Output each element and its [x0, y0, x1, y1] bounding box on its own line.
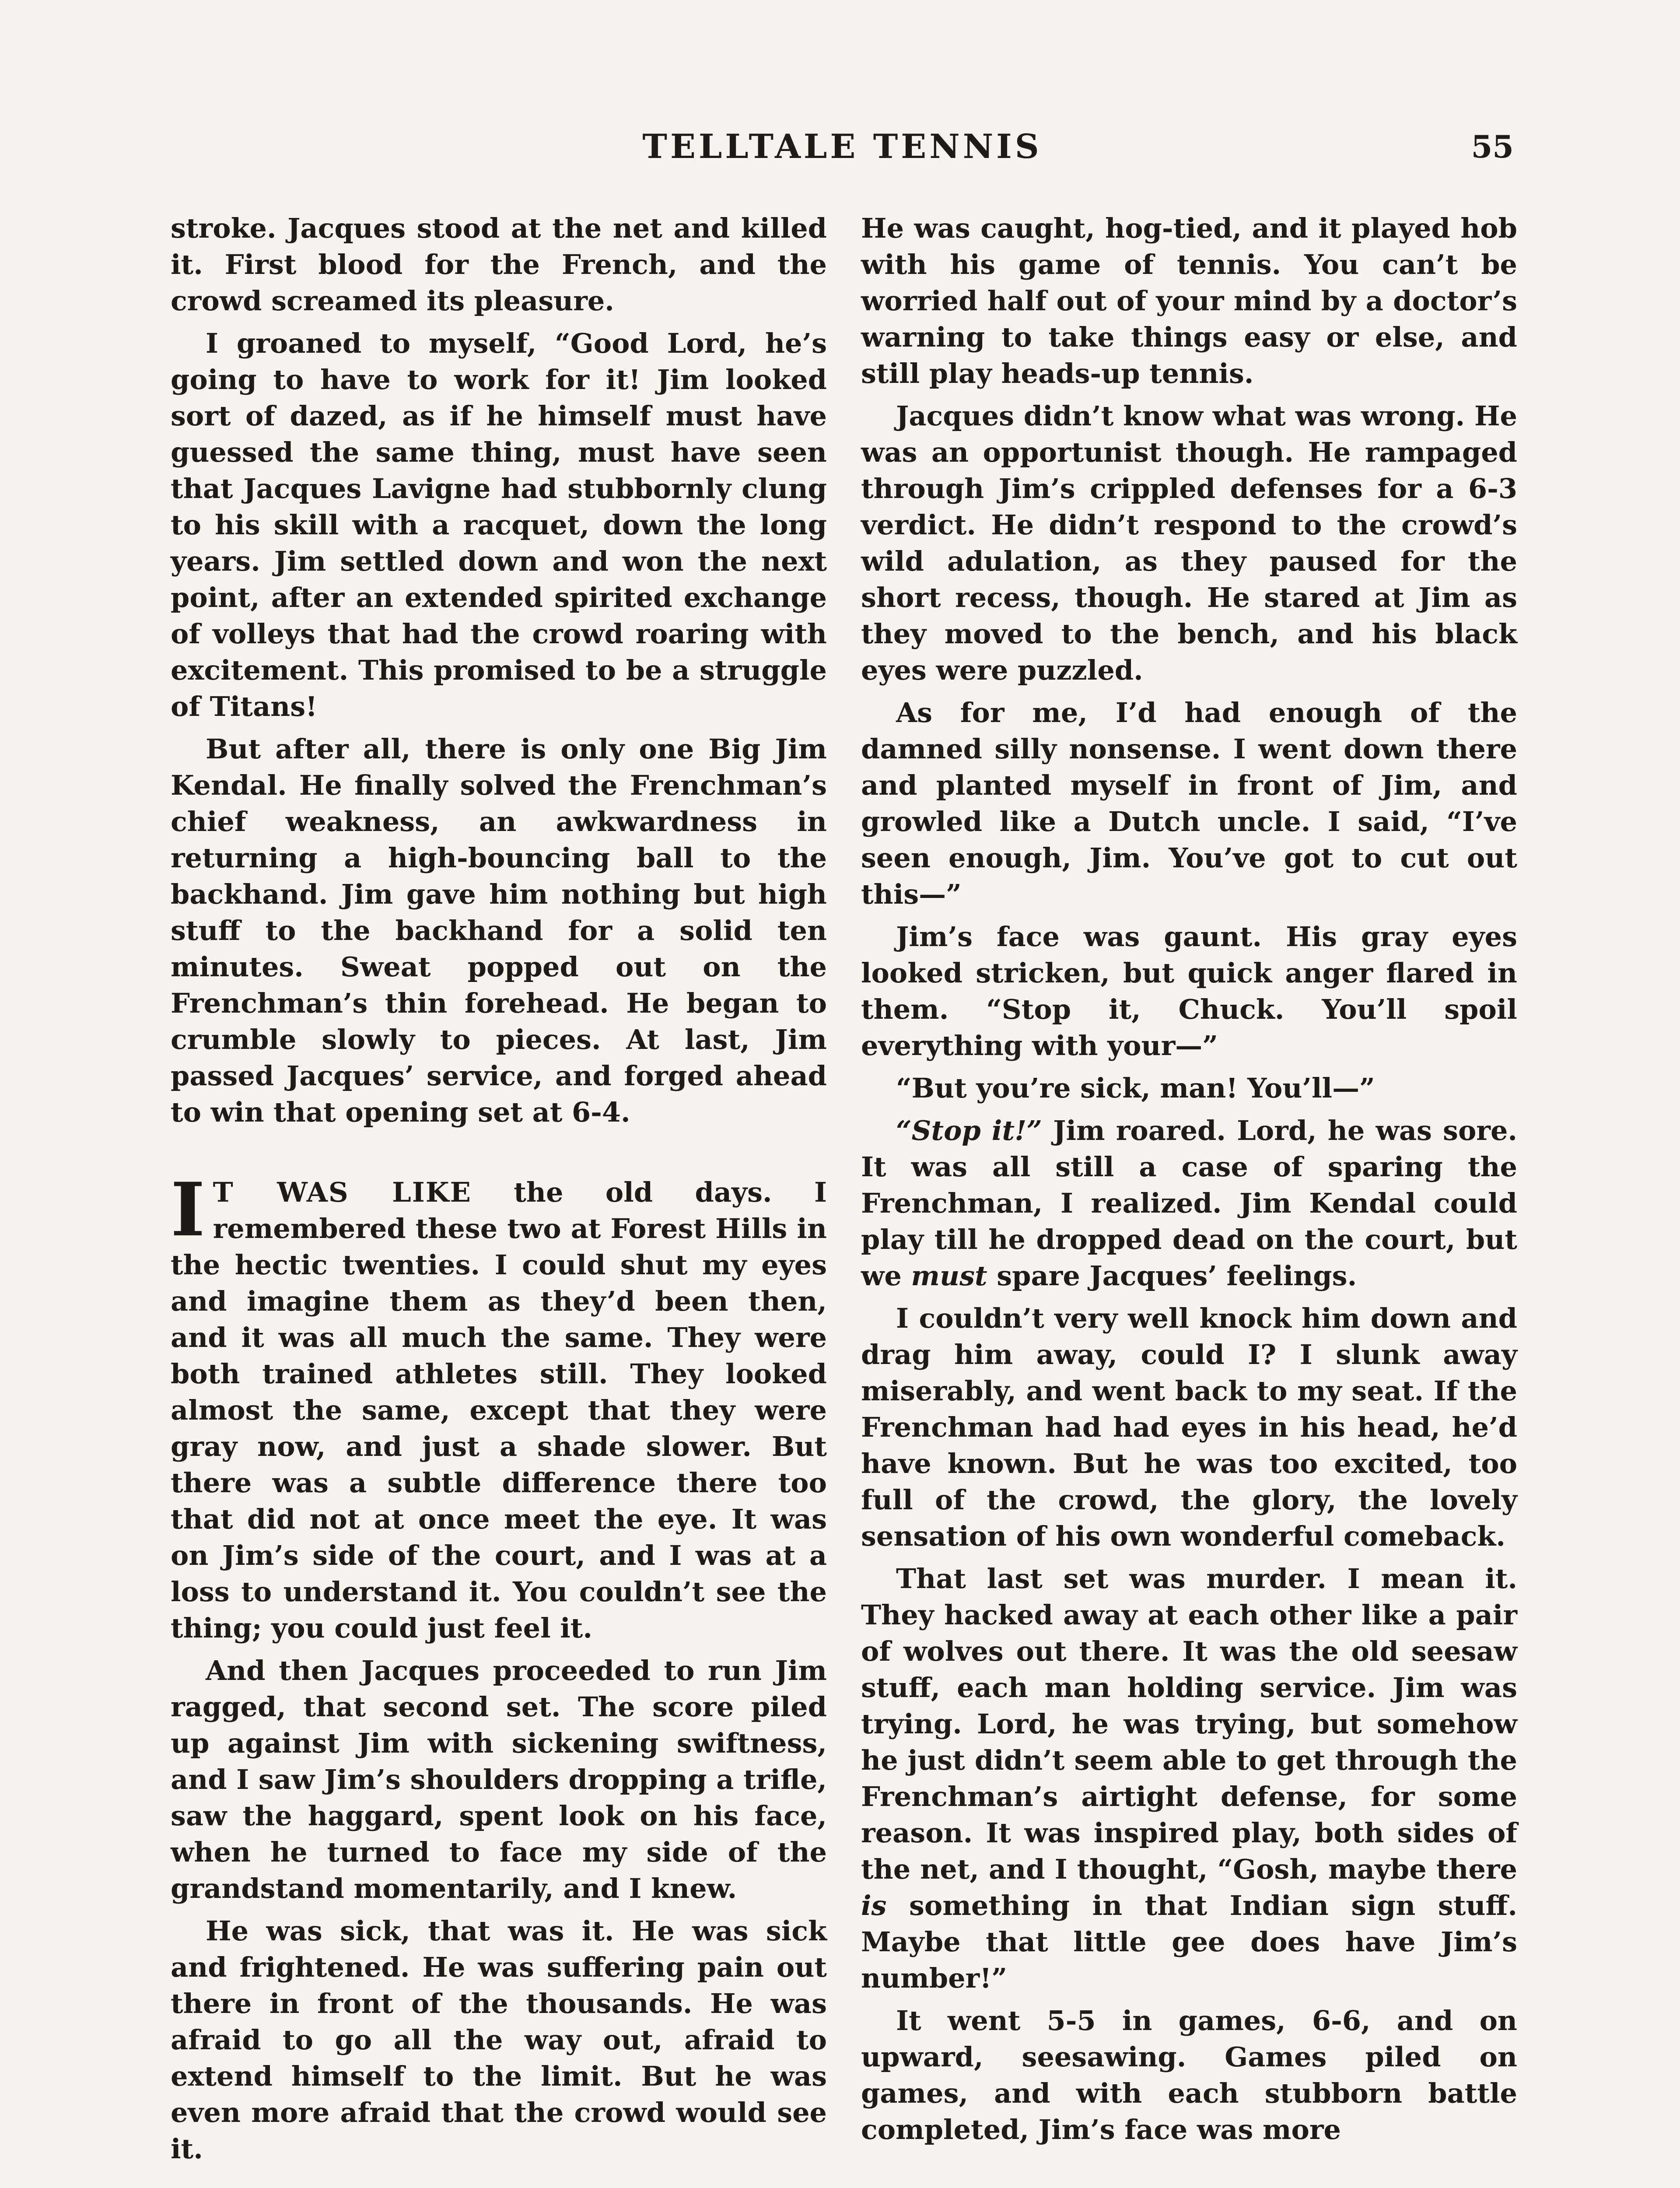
- paragraph-text: something in that Indian sign stuff. Maybe that little gee does have Jim’s number!”: [861, 1890, 1517, 1994]
- paragraph: It went 5-5 in games, 6-6, and on upward, seesawing. Games piled on games, and with each stubborn battle completed, Jim’s face was more: [861, 2005, 1517, 2146]
- drop-cap: I: [171, 1166, 205, 1253]
- lead-in-caps: T WAS LIKE: [213, 1176, 472, 1208]
- paragraph-text: the old days. I remembered these two at Forest Hills in the hectic twenties. I could shut my eyes and imagine them as they’d been then, and it was all much the same. They were both trained athletes still. They looked almost the same, except that they were gray now, and just a shade slower. But there was a subtle difference there too that did not at once meet the eye. It was on Jim’s side of the court, and I was at a loss to understand it. You couldn’t see the thing; you could just feel it.: [171, 1176, 827, 1644]
- italic-text: must: [911, 1260, 987, 1292]
- paragraph: “But you’re sick, man! You’ll—”: [896, 1072, 1375, 1104]
- right-column: [861, 210, 1517, 2154]
- italic-text: is: [861, 1890, 887, 1922]
- paragraph: [861, 1560, 1517, 1996]
- paragraph: Jim’s face was gaunt. His gray eyes looked stricken, but quick anger flared in them. “Stop it, Chuck. You’ll spoil everything with your—”: [861, 921, 1517, 1062]
- paragraph: And then Jacques proceeded to run Jim ragged, that second set. The score piled up against Jim with sickening swiftness, and I saw Jim’s shoulders dropping a trifle, saw the haggard, spent look on his face, when he turned to face my side of the grandstand momentarily, and I knew.: [171, 1655, 827, 1904]
- paragraph-text: That last set was murder. I mean it. They hacked away at each other like a pair of wolves out there. It was the old seesaw stuff, each man holding service. Jim was trying. Lord, he was trying, but somehow he just didn’t seem able to get through the Frenchman’s airtight defense, for some reason. It was inspired play, both sides of the net, and I thought, “Gosh, maybe there: [861, 1563, 1517, 1885]
- paragraph: stroke. Jacques stood at the net and killed it. First blood for the French, and the crowd screamed its pleasure.: [171, 212, 827, 317]
- paragraph: Jacques didn’t know what was wrong. He was an opportunist though. He rampaged through Jim’s crippled defenses for a 6-3 verdict. He didn’t respond to the crowd’s wild adulation, as they paused for the short recess, though. He stared at Jim as they moved to the bench, and his black eyes were puzzled.: [861, 400, 1517, 686]
- paragraph: As for me, I’d had enough of the damned silly nonsense. I went down there and planted myself in front of Jim, and growled like a Dutch uncle. I said, “I’ve seen enough, Jim. You’ve got to cut out this—”: [861, 697, 1517, 910]
- running-title: TELLTALE TENNIS: [642, 127, 1042, 166]
- paragraph: I groaned to myself, “Good Lord, he’s going to have to work for it! Jim looked sort of dazed, as if he himself must have guessed the same thing, must have seen that Jacques Lavigne had stubbornly clung to his skill with a racquet, down the long years. Jim settled down and won the next point, after an extended spirited exchange of volleys that had the crowd roaring with excitement. This promised to be a struggle of Titans!: [171, 327, 827, 722]
- page-header: [171, 127, 1514, 175]
- left-column: [171, 210, 827, 2173]
- paragraph: But after all, there is only one Big Jim Kendal. He finally solved the Frenchman’s chief weakness, an awkwardness in returning a high-bouncing ball to the backhand. Jim gave him nothing but high stuff to the backhand for a solid ten minutes. Sweat popped out on the Frenchman’s thin forehead. He began to crumble slowly to pieces. At last, Jim passed Jacques’ service, and forged ahead to win that opening set at 6-4.: [171, 733, 827, 1128]
- section-opening-paragraph: [171, 1166, 827, 1646]
- paragraph: He was sick, that was it. He was sick and frightened. He was suffering pain out there in front of the thousands. He was afraid to go all the way out, afraid to extend himself to the limit. But he was even more afraid that the crowd would see it.: [171, 1915, 827, 2165]
- paragraph-text: Jim roared. Lord, he was sore. It was all still a case of sparing the Frenchman, I realized. Jim Kendal could play till he dropped dead on the court, but we: [861, 1115, 1517, 1292]
- paragraph-text: spare Jacques’ feelings.: [987, 1260, 1357, 1292]
- page-number: 55: [1471, 129, 1514, 165]
- paragraph: [861, 1112, 1517, 1294]
- italic-text: “Stop it!”: [896, 1115, 1042, 1147]
- paragraph: He was caught, hog-tied, and it played hob with his game of tennis. You can’t be worried half out of your mind by a doctor’s warning to take things easy or else, and still play heads-up tennis.: [861, 212, 1517, 389]
- paragraph: I couldn’t very well knock him down and drag him away, could I? I slunk away miserably, and went back to my seat. If the Frenchman had had eyes in his head, he’d have known. But he was too excited, too full of the crowd, the glory, the lovely sensation of his own wonderful comeback.: [861, 1302, 1517, 1552]
